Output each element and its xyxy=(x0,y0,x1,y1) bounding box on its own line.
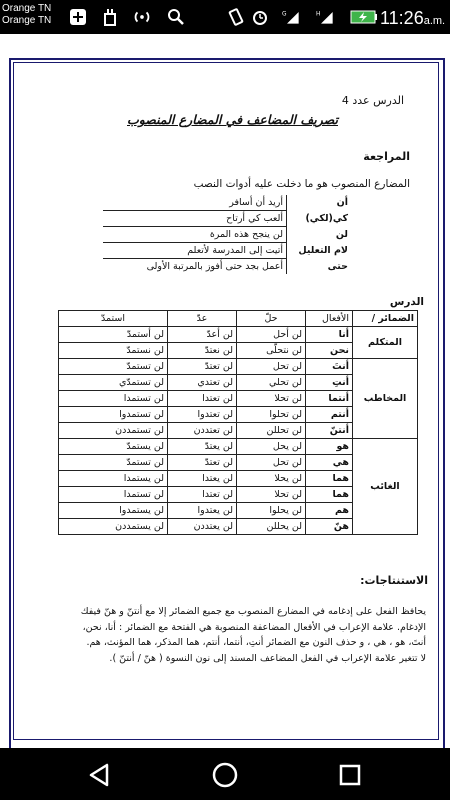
particle-row xyxy=(103,195,351,211)
lesson-title: تصريف المضاعف في المضارع المنصوب xyxy=(127,112,338,127)
search-icon xyxy=(166,7,186,27)
pronoun-cell: هو xyxy=(306,439,353,455)
particle-tool: لن xyxy=(287,227,352,243)
pronoun-cell: هما xyxy=(306,471,353,487)
verb-1-cell: لن يحل xyxy=(237,439,306,455)
particle-tool: لام التعليل xyxy=(287,243,352,259)
particle-example: ألعب كي أرتاح xyxy=(103,211,287,227)
verb-1-cell: لن تحل xyxy=(237,455,306,471)
conj-row xyxy=(59,359,418,375)
header-verbs: الأفعال xyxy=(306,311,353,327)
pronoun-cell: أنتما xyxy=(306,391,353,407)
review-heading: المراجعة xyxy=(363,150,410,163)
verb-2-cell: لن تعتدي xyxy=(168,375,237,391)
conclusion-line: لا تتغير علامة الإعراب في الفعل المضاعف المسند إلى نون النسوة ( هنّ / أنتنّ ). xyxy=(109,652,426,664)
pronoun-cell: نحن xyxy=(306,343,353,359)
verb-1-cell: لن تحل xyxy=(237,359,306,375)
status-bar xyxy=(0,0,450,34)
usb-icon xyxy=(100,7,120,27)
recents-button[interactable] xyxy=(335,760,365,790)
verb-3-cell: لن تستمددن xyxy=(59,423,168,439)
lesson-number: الدرس عدد 4 xyxy=(341,94,404,107)
verb-1-cell: لن تحلا xyxy=(237,487,306,503)
conclusion-line: الإدغام. علامة الإعراب في الأفعال المضاعفة المنصوبة هي الفتحة مع الضمائر : أنا، نحن، xyxy=(82,621,426,633)
add-notification-icon xyxy=(68,7,88,27)
conj-header-row xyxy=(59,311,418,327)
verb-1-cell: لن تحلوا xyxy=(237,407,306,423)
particle-example: أتيت إلى المدرسة لأتعلم xyxy=(103,243,287,259)
verb-1-cell: لن يحللن xyxy=(237,519,306,535)
verb-2-cell: لن يعتدّ xyxy=(168,439,237,455)
verb-3-cell: لن يستمدّ xyxy=(59,439,168,455)
carrier-2: Orange TN xyxy=(2,15,52,26)
verb-2-cell: لن يعتدا xyxy=(168,471,237,487)
particle-row xyxy=(103,211,351,227)
back-button[interactable] xyxy=(85,760,115,790)
group-label: المتكلم xyxy=(353,327,418,359)
lesson-heading: الدرس xyxy=(389,296,424,308)
header-verb-3: استمدّ xyxy=(59,311,168,327)
battery-charging-icon xyxy=(350,7,378,27)
verb-2-cell: لن تعتدوا xyxy=(168,407,237,423)
verb-3-cell: لن أستمدّ xyxy=(59,327,168,343)
home-circle-icon xyxy=(211,761,239,789)
particle-example: لن ينجح هذه المرة xyxy=(103,227,287,243)
recents-square-icon xyxy=(338,763,362,787)
verb-2-cell: لن يعتددن xyxy=(168,519,237,535)
verb-2-cell: لن تعتدا xyxy=(168,487,237,503)
header-verb-2: عدّ xyxy=(168,311,237,327)
verb-3-cell: لن يستمددن xyxy=(59,519,168,535)
pronoun-cell: هم xyxy=(306,503,353,519)
verb-3-cell: لن تستمدّي xyxy=(59,375,168,391)
verb-2-cell: لن تعتدّ xyxy=(168,455,237,471)
pronoun-cell: هي xyxy=(306,455,353,471)
pronoun-cell: أنتنّ xyxy=(306,423,353,439)
verb-3-cell: لن يستمدا xyxy=(59,471,168,487)
verb-2-cell: لن يعتدوا xyxy=(168,503,237,519)
particle-row xyxy=(103,259,351,275)
document-page[interactable] xyxy=(0,34,450,748)
group-label: المخاطب xyxy=(353,359,418,439)
verb-3-cell: لن تستمدا xyxy=(59,487,168,503)
verb-3-cell: لن يستمدوا xyxy=(59,503,168,519)
clock-ampm: a.m. xyxy=(423,15,446,27)
pronoun-cell: هنّ xyxy=(306,519,353,535)
conj-row xyxy=(59,327,418,343)
verb-2-cell: لن تعتدّ xyxy=(168,359,237,375)
conj-row xyxy=(59,439,418,455)
verb-3-cell: لن تستمدوا xyxy=(59,407,168,423)
home-button[interactable] xyxy=(210,760,240,790)
back-triangle-icon xyxy=(87,762,113,788)
carrier-1: Orange TN xyxy=(2,3,52,14)
particle-tool: كي(لكي) xyxy=(287,211,352,227)
conclusions-text xyxy=(81,604,426,666)
particles-table xyxy=(103,195,351,274)
pronoun-cell: أنتِ xyxy=(306,375,353,391)
particle-row xyxy=(103,243,351,259)
verb-2-cell: لن أعدّ xyxy=(168,327,237,343)
pronoun-cell: هما xyxy=(306,487,353,503)
svg-text:H: H xyxy=(316,11,321,18)
conjugation-table xyxy=(58,310,418,535)
group-label: الغائب xyxy=(353,439,418,535)
signal-h-icon xyxy=(316,7,336,27)
verb-1-cell: لن تحلا xyxy=(237,391,306,407)
particle-example: أريد أن أسافر xyxy=(103,195,287,211)
pronoun-cell: أنتَ xyxy=(306,359,353,375)
particle-row xyxy=(103,227,351,243)
signal-g-icon xyxy=(282,7,302,27)
verb-1-cell: لن أحل xyxy=(237,327,306,343)
verb-1-cell: لن تحللن xyxy=(237,423,306,439)
alarm-icon xyxy=(250,7,270,27)
clock-time: 11:26 xyxy=(380,8,424,28)
verb-1-cell: لن تحلي xyxy=(237,375,306,391)
header-pronouns: الضمائر / xyxy=(353,311,418,327)
verb-1-cell: لن يحلا xyxy=(237,471,306,487)
verb-2-cell: لن تعتدا xyxy=(168,391,237,407)
verb-1-cell: لن يحلوا xyxy=(237,503,306,519)
hotspot-icon xyxy=(132,7,152,27)
header-verb-1: حلّ xyxy=(237,311,306,327)
verb-3-cell: لن نستمدّ xyxy=(59,343,168,359)
verb-3-cell: لن تستمدّ xyxy=(59,455,168,471)
review-intro: المضارع المنصوب هو ما دخلت عليه أدوات النصب xyxy=(193,178,410,190)
conclusions-heading: الاستنتاجات: xyxy=(360,574,428,587)
verb-2-cell: لن تعتددن xyxy=(168,423,237,439)
pronoun-cell: أنا xyxy=(306,327,353,343)
pronoun-cell: أنتم xyxy=(306,407,353,423)
svg-text:G: G xyxy=(282,11,287,18)
verb-3-cell: لن تستمدا xyxy=(59,391,168,407)
verb-2-cell: لن نعتدّ xyxy=(168,343,237,359)
navigation-bar xyxy=(0,748,450,800)
particle-tool: أن xyxy=(287,195,352,211)
conclusion-line: أنتَ، هو ، هي ، و حذف النون مع الضمائر أنتِ، أنتما، أنتم، هما المذكر، هما المؤنث، هم. xyxy=(86,637,426,648)
verb-3-cell: لن تستمدّ xyxy=(59,359,168,375)
particle-tool: حتى xyxy=(287,259,352,275)
conclusion-line: يحافظ الفعل على إدغامه في المضارع المنصوب مع جميع الضمائر إلا مع أنتنّ و هنّ فيفك xyxy=(80,606,426,617)
verb-1-cell: لن نتحلّى xyxy=(237,343,306,359)
particle-example: أعمل بجد حتى أفوز بالمرتبة الأولى xyxy=(103,259,287,275)
clock xyxy=(380,8,445,29)
vibrate-icon xyxy=(226,7,246,27)
carrier-labels xyxy=(2,3,51,27)
